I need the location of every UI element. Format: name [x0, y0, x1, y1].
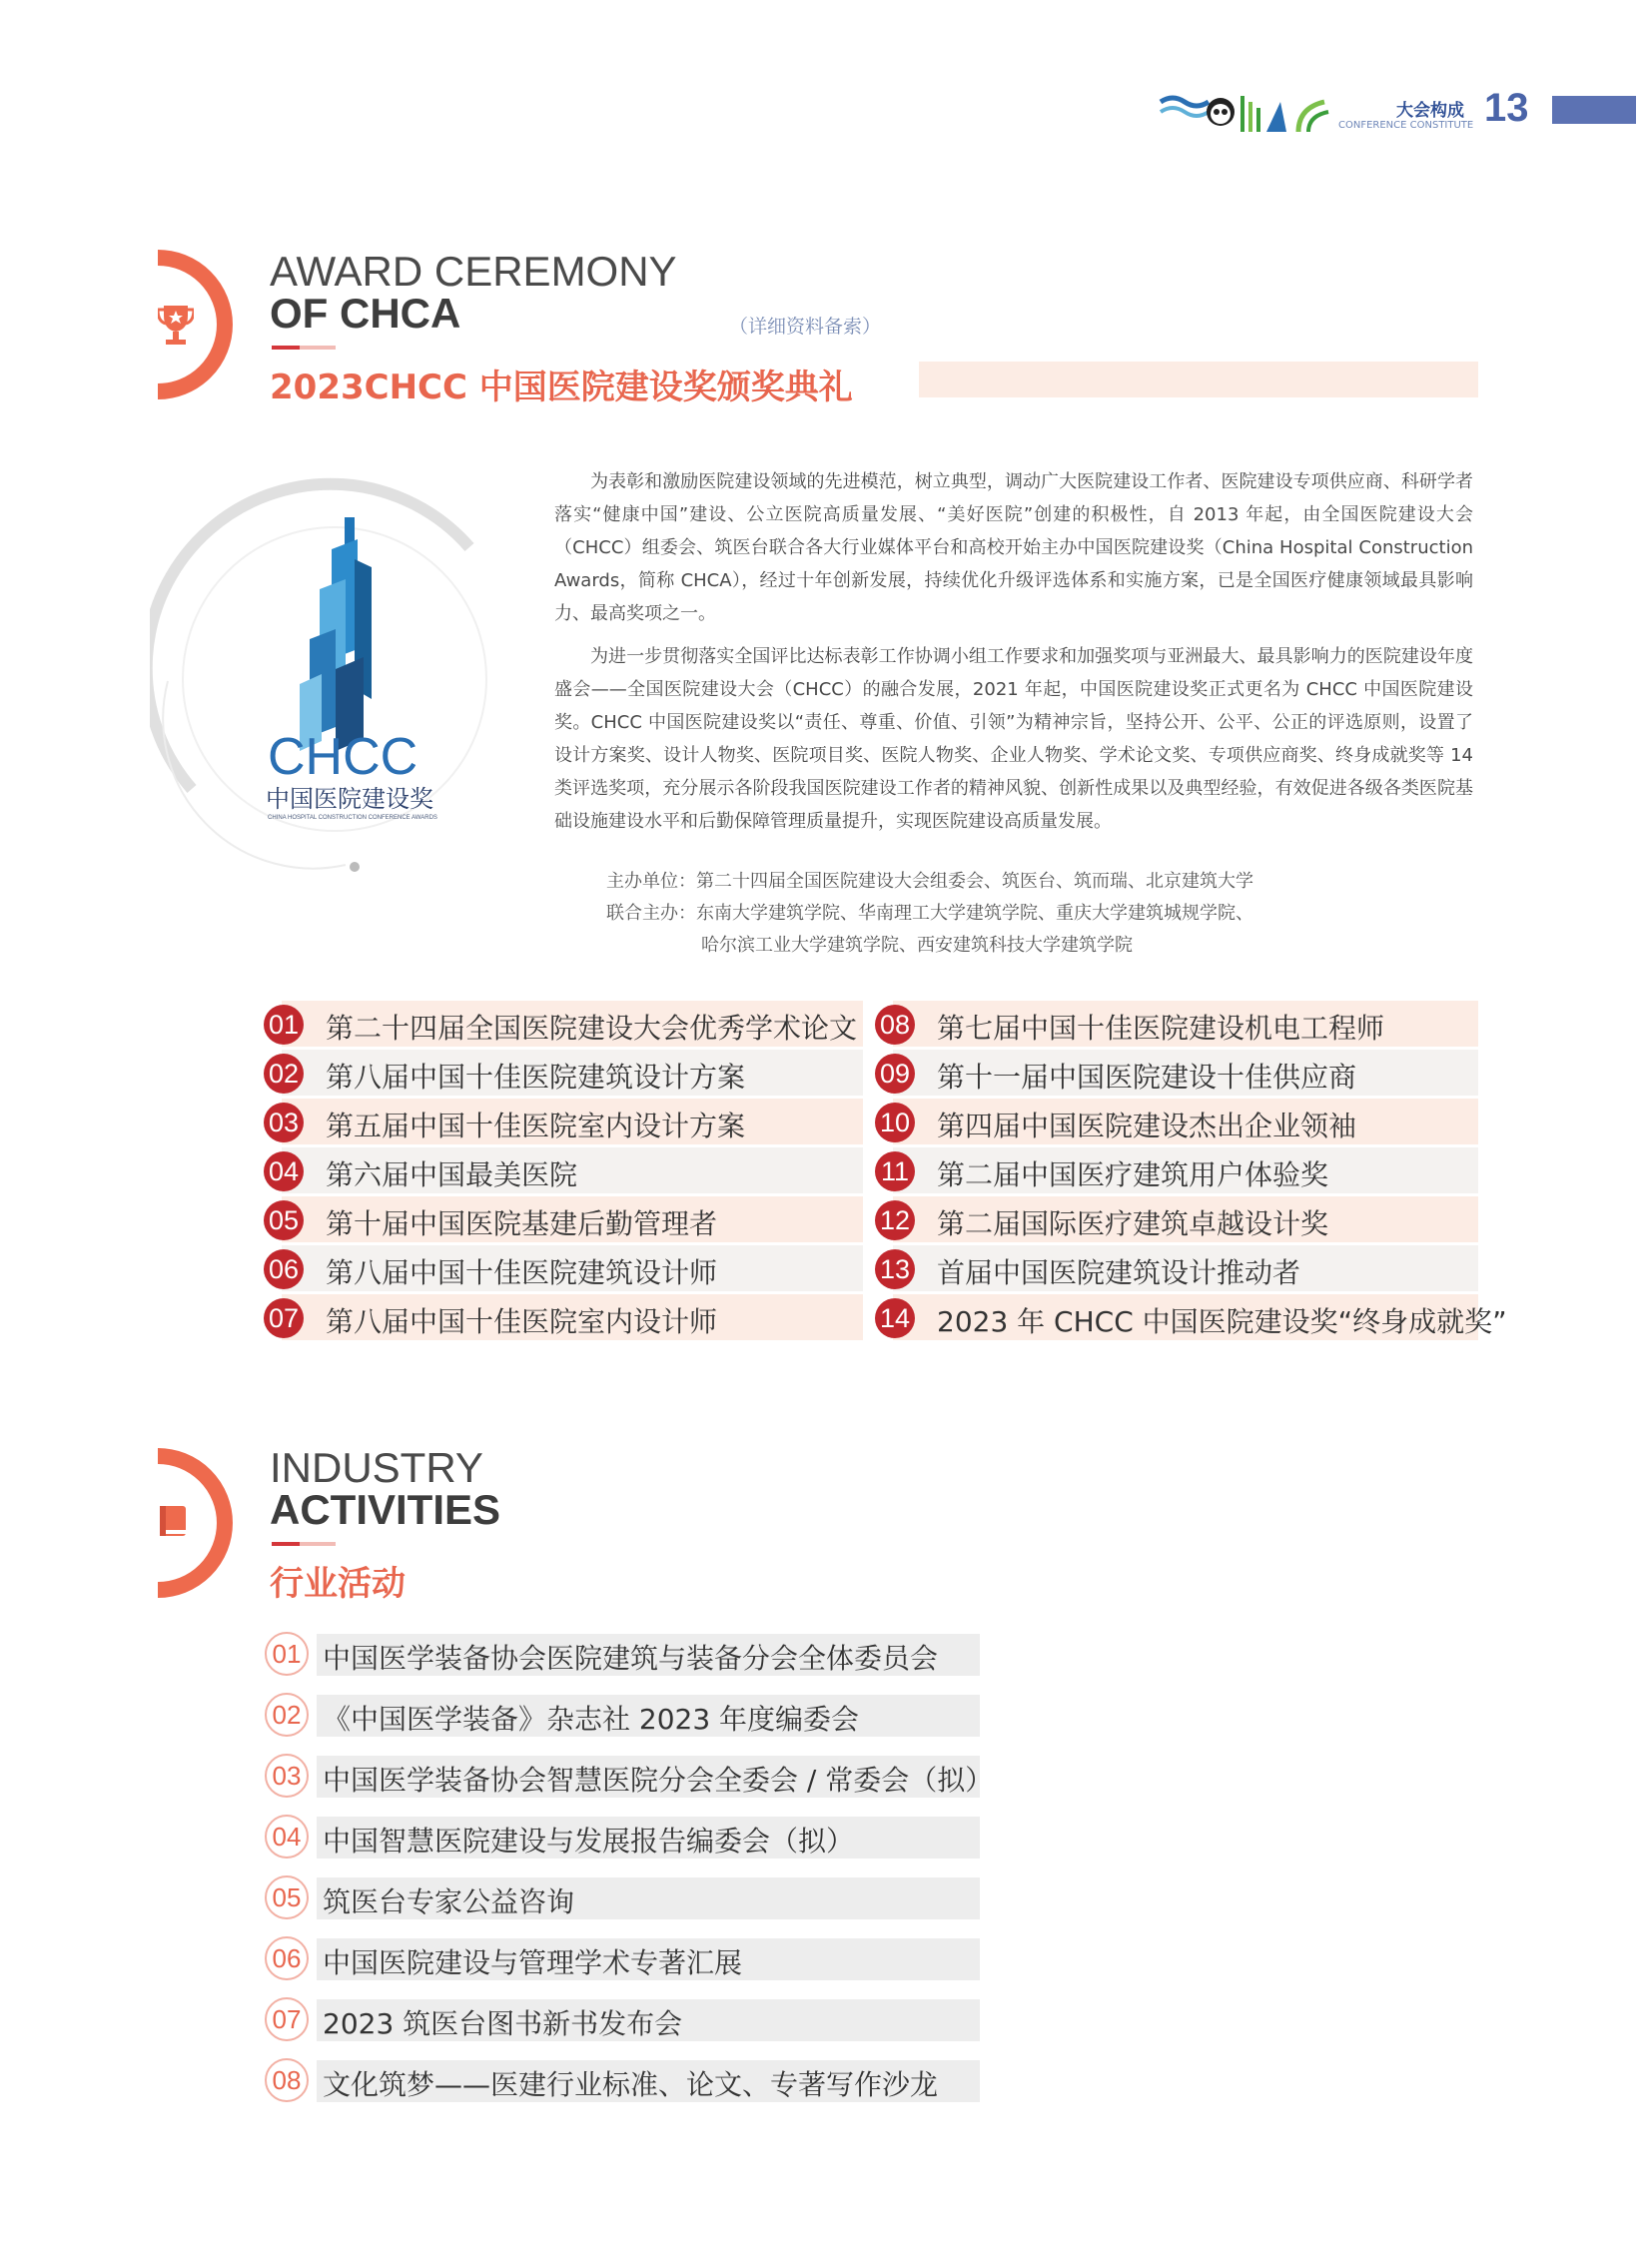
award-label: 第七届中国十佳医院建设机电工程师 [937, 1012, 1385, 1045]
activity-item [265, 1997, 980, 2041]
book-icon [156, 1504, 190, 1540]
trophy-icon [158, 302, 194, 348]
award-item [264, 1147, 863, 1193]
page-number: 13 [1484, 86, 1529, 130]
award-label: 第十一届中国医院建设十佳供应商 [937, 1061, 1357, 1094]
award-item [264, 1050, 863, 1096]
activity-label: 筑医台专家公益咨询 [323, 1885, 575, 1918]
activity-number-badge: 04 [265, 1815, 309, 1859]
award-note: （详细资料备索） [729, 316, 882, 338]
activities-heading-underline [272, 1542, 336, 1546]
award-number-badge: 12 [875, 1200, 915, 1240]
conference-logo-icon [1159, 88, 1338, 142]
activity-label: 中国医学装备协会智慧医院分会全委会 / 常委会（拟） [323, 1764, 994, 1797]
award-item [875, 1001, 1478, 1047]
activity-label: 文化筑梦——医建行业标准、论文、专著写作沙龙 [323, 2068, 939, 2101]
activity-item [265, 1632, 980, 1676]
activity-number-badge: 08 [265, 2058, 309, 2102]
header-title: 大会构成 [1396, 101, 1464, 121]
award-number-badge: 03 [264, 1103, 304, 1142]
award-number-badge: 14 [875, 1298, 915, 1338]
activity-number-badge: 06 [265, 1936, 309, 1980]
award-item [264, 1294, 863, 1340]
intro-paragraph-2: 为进一步贯彻落实全国评比达标表彰工作协调小组工作要求和加强奖项与亚洲最大、最具影响力的医院建设年度盛会——全国医院建设大会（CHCC）的融合发展，2021 年起，中国医院建设奖正式更名为 CHCC 中国医院建设奖。CHCC 中国医院建设奖以“责任、尊重、价值、引领”为精神宗旨，坚持公开、公平、公正的评选原则，设置了设计方案奖、设计人物奖、医院项目奖、医院人物奖、企业人物奖、学术论文奖、专项供应商奖、终身成就奖等 14 类评选奖项，充分展示各阶段我国医院建设工作者的精神风貌、创新性成果以及典型经验，有效促进各级各类医院基础设施建设水平和后勤保障管理质量提升，实现医院建设高质量发展。 [554, 646, 1473, 832]
header-subtitle: CONFERENCE CONSTITUTE [1338, 120, 1474, 131]
award-number-badge: 04 [264, 1151, 304, 1191]
award-label: 第八届中国十佳医院室内设计师 [326, 1305, 718, 1338]
award-item [875, 1050, 1478, 1096]
award-label: 第二届中国医疗建筑用户体验奖 [937, 1158, 1329, 1191]
activities-heading-cn: 行业活动 [270, 1564, 406, 1604]
award-item [264, 1099, 863, 1144]
activity-label: 中国医院建设与管理学术专著汇展 [323, 1946, 743, 1979]
award-item [875, 1294, 1507, 1340]
activity-item [265, 1815, 980, 1859]
activity-item [265, 2058, 980, 2102]
award-number-badge: 09 [875, 1054, 915, 1094]
activity-number-badge: 05 [265, 1875, 309, 1919]
activity-number-badge: 01 [265, 1632, 309, 1676]
award-heading-en-line2: OF CHCA [270, 290, 461, 337]
activity-label: 《中国医学装备》杂志社 2023 年度编委会 [323, 1703, 860, 1736]
award-label: 第八届中国十佳医院建筑设计方案 [326, 1061, 746, 1094]
award-label: 第二届国际医疗建筑卓越设计奖 [937, 1207, 1329, 1240]
award-label: 第二十四届全国医院建设大会优秀学术论文 [326, 1012, 858, 1045]
chcc-emblem [150, 469, 489, 889]
award-label: 第十届中国医院基建后勤管理者 [326, 1207, 718, 1240]
activity-number-badge: 07 [265, 1997, 309, 2041]
header-accent-bar [1552, 96, 1636, 124]
award-number-badge: 11 [875, 1151, 915, 1191]
activities-heading-en-line1: INDUSTRY [270, 1444, 483, 1491]
page-header [1159, 88, 1618, 142]
activities-heading-en-line2: ACTIVITIES [270, 1486, 501, 1533]
award-number-badge: 05 [264, 1200, 304, 1240]
award-item [875, 1196, 1478, 1242]
award-label: 首届中国医院建筑设计推动者 [937, 1256, 1301, 1289]
activity-label: 中国智慧医院建设与发展报告编委会（拟） [323, 1825, 855, 1858]
activity-item [265, 1936, 980, 1980]
activity-item [265, 1875, 980, 1919]
award-item [264, 1001, 863, 1047]
award-heading-cn: 2023CHCC 中国医院建设奖颁奖典礼 [270, 368, 853, 407]
award-item [875, 1245, 1478, 1291]
award-number-badge: 13 [875, 1249, 915, 1289]
award-label: 第四届中国医院建设杰出企业领袖 [937, 1110, 1357, 1142]
activity-label: 2023 筑医台图书新书发布会 [323, 2007, 683, 2040]
award-number-badge: 01 [264, 1005, 304, 1045]
activity-number-badge: 02 [265, 1693, 309, 1737]
award-heading-en-line1: AWARD CEREMONY [270, 248, 677, 295]
award-number-badge: 07 [264, 1298, 304, 1338]
award-heading-bar [919, 362, 1478, 397]
award-item [875, 1099, 1478, 1144]
award-number-badge: 02 [264, 1054, 304, 1094]
award-heading-underline [272, 346, 336, 350]
award-label: 2023 年 CHCC 中国医院建设奖“终身成就奖” [937, 1305, 1507, 1338]
award-label: 第八届中国十佳医院建筑设计师 [326, 1256, 718, 1289]
award-label: 第五届中国十佳医院室内设计方案 [326, 1110, 746, 1142]
cohost-line-1: 联合主办：东南大学建筑学院、华南理工大学建筑学院、重庆大学建筑城规学院、 [606, 903, 1253, 924]
emblem-brand: CHCC [268, 728, 418, 786]
award-label: 第六届中国最美医院 [326, 1158, 578, 1191]
award-item [264, 1196, 863, 1242]
emblem-brand-cn: 中国医院建设奖 [266, 785, 433, 813]
intro-paragraph-1: 为表彰和激励医院建设领域的先进模范，树立典型，调动广大医院建设工作者、医院建设专项供应商、科研学者落实“健康中国”建设、公立医院高质量发展、“美好医院”创建的积极性，自 2013 年起，由全国医院建设大会（CHCC）组委会、筑医台联合各大行业媒体平台和高校开始主办中国医院建设奖（China Hospital Construction Awards，简称 CHCA），经过十年创新发展，持续优化升级评选体系和实施方案，已是全国医疗健康领域最具影响力、最高奖项之一。 [554, 471, 1473, 624]
activity-number-badge: 03 [265, 1754, 309, 1798]
award-number-badge: 08 [875, 1005, 915, 1045]
intro-text [554, 465, 1473, 848]
award-item [264, 1245, 863, 1291]
activity-item [265, 1754, 994, 1798]
host-line: 主办单位：第二十四届全国医院建设大会组委会、筑医台、筑而瑞、北京建筑大学 [606, 871, 1253, 892]
activity-item [265, 1693, 980, 1737]
cohost-line-2: 哈尔滨工业大学建筑学院、西安建筑科技大学建筑学院 [701, 935, 1133, 956]
award-item [875, 1147, 1478, 1193]
activity-label: 中国医学装备协会医院建筑与装备分会全体委员会 [323, 1642, 939, 1675]
award-number-badge: 10 [875, 1103, 915, 1142]
award-number-badge: 06 [264, 1249, 304, 1289]
emblem-brand-en: CHINA HOSPITAL CONSTRUCTION CONFERENCE AWARDS [268, 815, 437, 821]
